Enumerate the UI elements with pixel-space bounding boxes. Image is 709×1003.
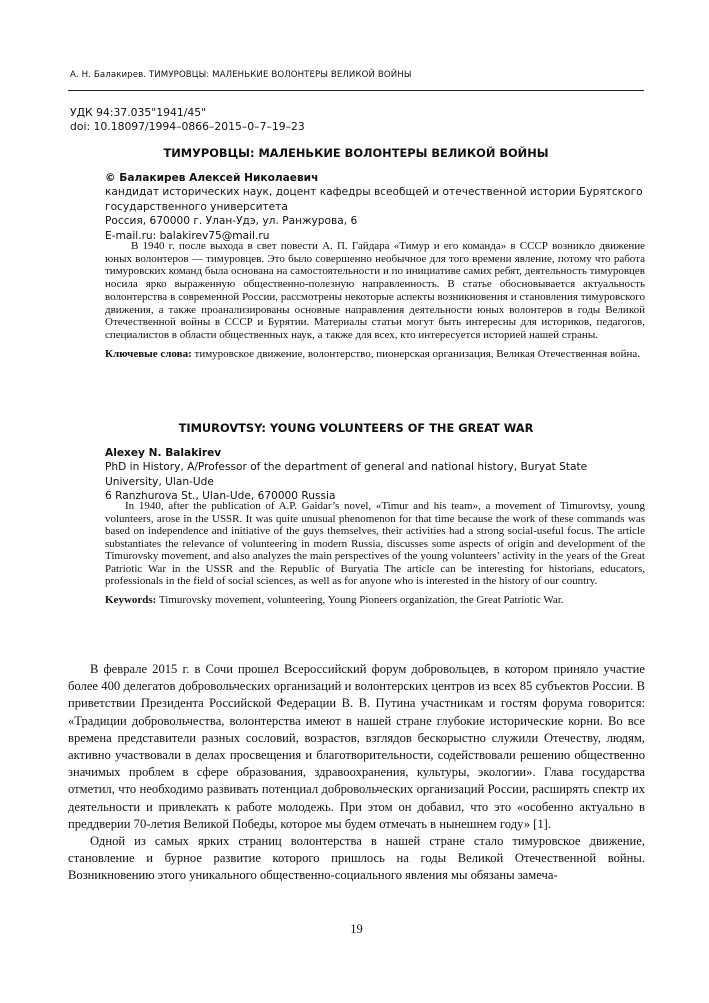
keywords-label-ru: Ключевые слова: xyxy=(105,347,192,360)
keywords-en xyxy=(105,594,645,607)
article-body xyxy=(68,661,645,885)
article-title-en: TIMUROVTSY: YOUNG VOLUNTEERS OF THE GREAT WAR xyxy=(178,421,534,435)
udk-code: УДК 94:37.035"1941/45" xyxy=(70,106,207,119)
author-name-ru: © Балакирев Алексей Николаевич xyxy=(105,172,319,184)
running-header: А. Н. Балакирев. ТИМУРОВЦЫ: МАЛЕНЬКИЕ ВОЛОНТЕРЫ ВЕЛИКОЙ ВОЙНЫ xyxy=(70,70,412,80)
abstract-en xyxy=(105,500,645,606)
abstract-ru xyxy=(105,240,645,360)
page-number: 19 xyxy=(350,922,363,936)
body-paragraph: В феврале 2015 г. в Сочи прошел Всероссийский форум добровольцев, в котором приняло участие более 400 делегатов добровольческих организаций и волонтерских центров из всех 85 субъектов России. В приветствии Президента Российской Федерации В. В. Путина участникам и гостям форума говорится: «Традиции добровольчества, волонтерства имеют в нашей стране глубокие исторические корни. Во все времена представители разных сословий, возрастов, взглядов бескорыстно служили Отечеству, людям, активно участвовали в делах просвещения и благотворительности, содействовали решению общественно значимых проблем в сфере образования, здравоохранения, культуры, экологии». Глава государства отметил, что необходимо развивать потенциал добровольческих организаций России, расширять спектр их деятельности и привлекать к работе молодежь. При этом он добавил, что это «особенно актуально в преддверии 70-летия Великой Победы, которое мы будем отмечать в нынешнем году» [1]. xyxy=(68,662,645,831)
abstract-text-en: In 1940, after the publication of A.P. Gaidar’s novel, «Timur and his team», a movement of Timurovtsy, young volunteers, arose in the USSR. It was quite unusual phenomenon for that time because the work of these commands was based on independence and initiative of the guys themselves, their activities had a strong social-useful focus. The article substantiates the relevance of volunteering in modern Russia, discusses some aspects of origin and development of the Timurovsky movement, and also analyzes the main perspectives of the young volunteers’ activity in the years of the Great Patriotic War in the USSR and the Republic of Buryatia The article can be interesting for historians, educators, professionals in the field of social sciences, as well as for anyone who is interested in the history of our country. xyxy=(105,500,645,587)
author-name-en: Alexey N. Balakirev xyxy=(105,447,222,459)
author-affiliation-ru: кандидат исторических наук, доцент кафедры всеобщей и отечественной истории Бурятского государственного университета xyxy=(105,186,643,213)
keywords-text-ru: тимуровское движение, волонтерство, пионерская организация, Великая Отечественная война. xyxy=(191,347,640,360)
article-title-ru: ТИМУРОВЦЫ: МАЛЕНЬКИЕ ВОЛОНТЕРЫ ВЕЛИКОЙ ВОЙНЫ xyxy=(163,146,549,160)
author-email: E-mail.ru: balakirev75@mail.ru xyxy=(105,229,270,242)
abstract-text-ru: В 1940 г. после выхода в свет повести А. П. Гайдара «Тимур и его команда» в СССР возникло движение юных волонтеров — тимуровцев. Это было совершенно необычное для того времени явление, потому что работа тимуровских команд была основана на самостоятельности и по инициативе самих ребят, деятельность тимуровцев носила ярко выраженную общественно-полезную направленность. В статье обосновывается актуальность волонтерства в современной России, рассмотрены некоторые аспекты возникновения и становления тимуровского движения, а также проанализированы основные направления деятельности юных волонтеров в годы Великой Отечественной войны в СССР и Бурятии. Материалы статьи могут быть интересны для историков, педагогов, специалистов в области общественных наук, а также для всех, кто интересуется историей нашей страны. xyxy=(105,240,645,341)
header-rule xyxy=(68,90,644,91)
keywords-text-en: Timurovsky movement, volunteering, Young Pioneers organization, the Great Patriotic War. xyxy=(156,593,564,606)
author-block-ru xyxy=(105,171,645,243)
author-affiliation-en: PhD in History, A/Professor of the department of general and national history, Buryat State University, Ulan-Ude xyxy=(105,461,588,488)
doi: doi: 10.18097/1994–0866–2015–0–7–19–23 xyxy=(70,120,305,133)
body-paragraph: Одной из самых ярких страниц волонтерства в нашей стране стало тимуровское движение, становление и бурное развитие которого пришлось на годы Великой Отечественной войны. Возникновению этого уникального общественно-социального явления мы обязаны замеча- xyxy=(68,834,645,883)
metadata-block xyxy=(70,106,305,134)
keywords-ru xyxy=(105,348,645,361)
keywords-label-en: Keywords: xyxy=(105,593,157,606)
author-address-ru: Россия, 670000 г. Улан-Удэ, ул. Ранжурова, 6 xyxy=(105,215,358,228)
author-address-en: 6 Ranzhurova St., Ulan-Ude, 670000 Russia xyxy=(105,490,336,503)
author-block-en xyxy=(105,446,645,504)
